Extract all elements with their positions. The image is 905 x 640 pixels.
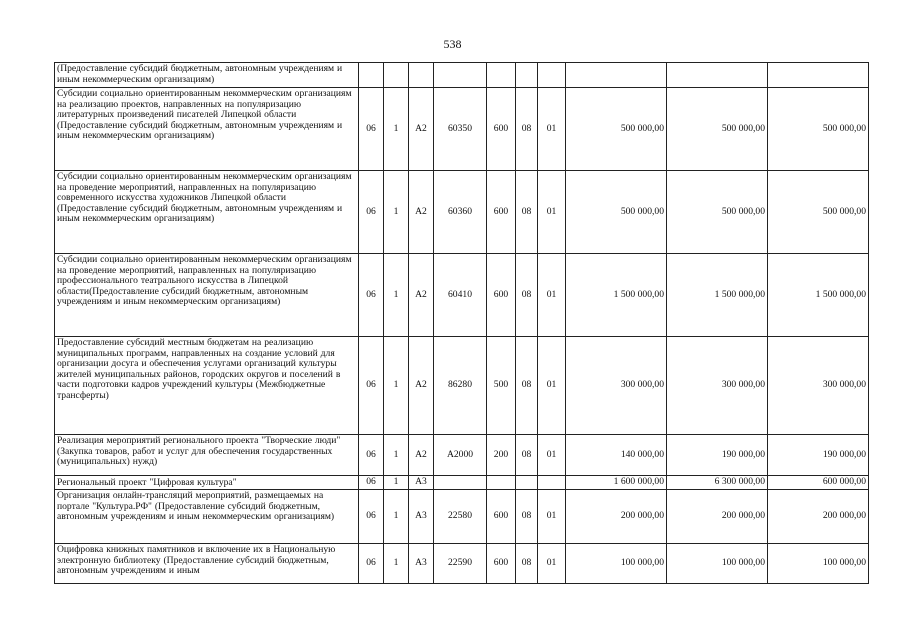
- cell-amount-year3: 100 000,00: [768, 544, 869, 584]
- cell-gp: [359, 63, 384, 88]
- cell-pp: 1: [384, 544, 409, 584]
- cell-gp: 06: [359, 490, 384, 544]
- cell-pp: [384, 63, 409, 88]
- cell-code: 22590: [434, 544, 487, 584]
- cell-amount-year3: 300 000,00: [768, 337, 869, 435]
- table-row: [55, 88, 869, 171]
- cell-rz: 08: [516, 490, 538, 544]
- cell-om: [409, 63, 434, 88]
- cell-code: 60410: [434, 254, 487, 337]
- cell-om: А2: [409, 337, 434, 435]
- row-name: Организация онлайн-трансляций мероприятий, размещаемых на портале "Культура.РФ" (Предоставление субсидий бюджетным, автономным учреждениям и иным некоммерческим организациям): [55, 490, 359, 544]
- table-row: [55, 435, 869, 476]
- cell-code: 86280: [434, 337, 487, 435]
- cell-amount-year3: 200 000,00: [768, 490, 869, 544]
- cell-vr: [487, 476, 516, 490]
- cell-code: [434, 63, 487, 88]
- cell-vr: 600: [487, 544, 516, 584]
- cell-rz: 08: [516, 88, 538, 171]
- cell-pr: 01: [538, 490, 566, 544]
- cell-gp: 06: [359, 88, 384, 171]
- cell-amount-year3: 500 000,00: [768, 171, 869, 254]
- cell-amount-year2: 300 000,00: [667, 337, 768, 435]
- cell-amount-year1: 100 000,00: [566, 544, 667, 584]
- row-name: Оцифровка книжных памятников и включение их в Национальную электронную библиотеку (Предоставление субсидий бюджетным, автономным учреждениям и иным: [55, 544, 359, 584]
- cell-amount-year2: 500 000,00: [667, 88, 768, 171]
- row-name: Субсидии социально ориентированным некоммерческим организациям на проведение мероприятий, направленных на популяризацию современного искусства художников Липецкой области (Предоставление субсидий бюджетным, автономным учреждениям и иным некоммерческим организациям): [55, 171, 359, 254]
- cell-pr: 01: [538, 88, 566, 171]
- cell-vr: 600: [487, 171, 516, 254]
- cell-code: 60360: [434, 171, 487, 254]
- table-row: [55, 254, 869, 337]
- cell-pr: 01: [538, 544, 566, 584]
- table-row: [55, 337, 869, 435]
- cell-om: А3: [409, 490, 434, 544]
- cell-pr: 01: [538, 435, 566, 476]
- row-name: Реализация мероприятий регионального проекта "Творческие люди" (Закупка товаров, работ и услуг для обеспечения государственных (муниципальных) нужд): [55, 435, 359, 476]
- cell-amount-year3: 1 500 000,00: [768, 254, 869, 337]
- cell-gp: 06: [359, 435, 384, 476]
- cell-amount-year1: 1 600 000,00: [566, 476, 667, 490]
- cell-gp: 06: [359, 476, 384, 490]
- cell-amount-year2: 200 000,00: [667, 490, 768, 544]
- cell-om: А2: [409, 88, 434, 171]
- cell-rz: 08: [516, 435, 538, 476]
- cell-gp: 06: [359, 254, 384, 337]
- cell-rz: [516, 63, 538, 88]
- cell-rz: 08: [516, 171, 538, 254]
- table-row: [55, 544, 869, 584]
- cell-amount-year1: 1 500 000,00: [566, 254, 667, 337]
- cell-pr: 01: [538, 171, 566, 254]
- cell-amount-year2: 190 000,00: [667, 435, 768, 476]
- table-row: [55, 171, 869, 254]
- cell-code: А2000: [434, 435, 487, 476]
- cell-amount-year2: 1 500 000,00: [667, 254, 768, 337]
- cell-om: А2: [409, 171, 434, 254]
- cell-code: 22580: [434, 490, 487, 544]
- cell-pp: 1: [384, 337, 409, 435]
- cell-amount-year3: 500 000,00: [768, 88, 869, 171]
- cell-code: 60350: [434, 88, 487, 171]
- cell-pp: 1: [384, 490, 409, 544]
- page-number: 538: [443, 37, 462, 51]
- table-row: [55, 476, 869, 490]
- cell-vr: 600: [487, 88, 516, 171]
- cell-amount-year1: 500 000,00: [566, 171, 667, 254]
- cell-gp: 06: [359, 337, 384, 435]
- cell-om: А2: [409, 254, 434, 337]
- cell-amount-year1: 500 000,00: [566, 88, 667, 171]
- cell-vr: 600: [487, 490, 516, 544]
- cell-pr: [538, 476, 566, 490]
- budget-table: [54, 62, 869, 584]
- budget-table-body: [55, 63, 869, 584]
- cell-rz: 08: [516, 544, 538, 584]
- cell-amount-year1: [566, 63, 667, 88]
- table-row: [55, 63, 869, 88]
- cell-vr: 200: [487, 435, 516, 476]
- cell-gp: 06: [359, 171, 384, 254]
- cell-amount-year1: 200 000,00: [566, 490, 667, 544]
- cell-vr: 500: [487, 337, 516, 435]
- cell-amount-year1: 140 000,00: [566, 435, 667, 476]
- cell-pr: 01: [538, 254, 566, 337]
- cell-rz: 08: [516, 337, 538, 435]
- row-name: Региональный проект "Цифровая культура": [55, 476, 359, 490]
- cell-amount-year3: 600 000,00: [768, 476, 869, 490]
- cell-amount-year2: 100 000,00: [667, 544, 768, 584]
- row-name: (Предоставление субсидий бюджетным, автономным учреждениям и иным некоммерческим организациям): [55, 63, 359, 88]
- cell-code: [434, 476, 487, 490]
- cell-amount-year2: [667, 63, 768, 88]
- cell-gp: 06: [359, 544, 384, 584]
- cell-pr: [538, 63, 566, 88]
- cell-pr: 01: [538, 337, 566, 435]
- cell-pp: 1: [384, 88, 409, 171]
- table-row: [55, 490, 869, 544]
- cell-pp: 1: [384, 435, 409, 476]
- row-name: Предоставление субсидий местным бюджетам на реализацию муниципальных программ, направленных на создание условий для организации досуга и обеспечения услугами организаций культуры жителей муниципальных районов, городских округов и поселений в части подготовки кадров учреждений культуры (Межбюджетные трансферты): [55, 337, 359, 435]
- cell-amount-year2: 500 000,00: [667, 171, 768, 254]
- cell-amount-year1: 300 000,00: [566, 337, 667, 435]
- cell-om: А3: [409, 476, 434, 490]
- cell-vr: 600: [487, 254, 516, 337]
- cell-amount-year3: 190 000,00: [768, 435, 869, 476]
- cell-amount-year3: [768, 63, 869, 88]
- row-name: Субсидии социально ориентированным некоммерческим организациям на реализацию проектов, направленных на популяризацию литературных произведений писателей Липецкой области (Предоставление субсидий бюджетным, автономным учреждениям и иным некоммерческим организациям): [55, 88, 359, 171]
- cell-rz: 08: [516, 254, 538, 337]
- cell-pp: 1: [384, 476, 409, 490]
- row-name: Субсидии социально ориентированным некоммерческим организациям на проведение мероприятий, направленных на популяризацию профессионального театрального искусства в Липецкой области(Предоставление субсидий бюджетным, автономным учреждениям и иным некоммерческим организациям): [55, 254, 359, 337]
- cell-rz: [516, 476, 538, 490]
- cell-pp: 1: [384, 171, 409, 254]
- cell-pp: 1: [384, 254, 409, 337]
- cell-om: А2: [409, 435, 434, 476]
- cell-amount-year2: 6 300 000,00: [667, 476, 768, 490]
- cell-vr: [487, 63, 516, 88]
- cell-om: А3: [409, 544, 434, 584]
